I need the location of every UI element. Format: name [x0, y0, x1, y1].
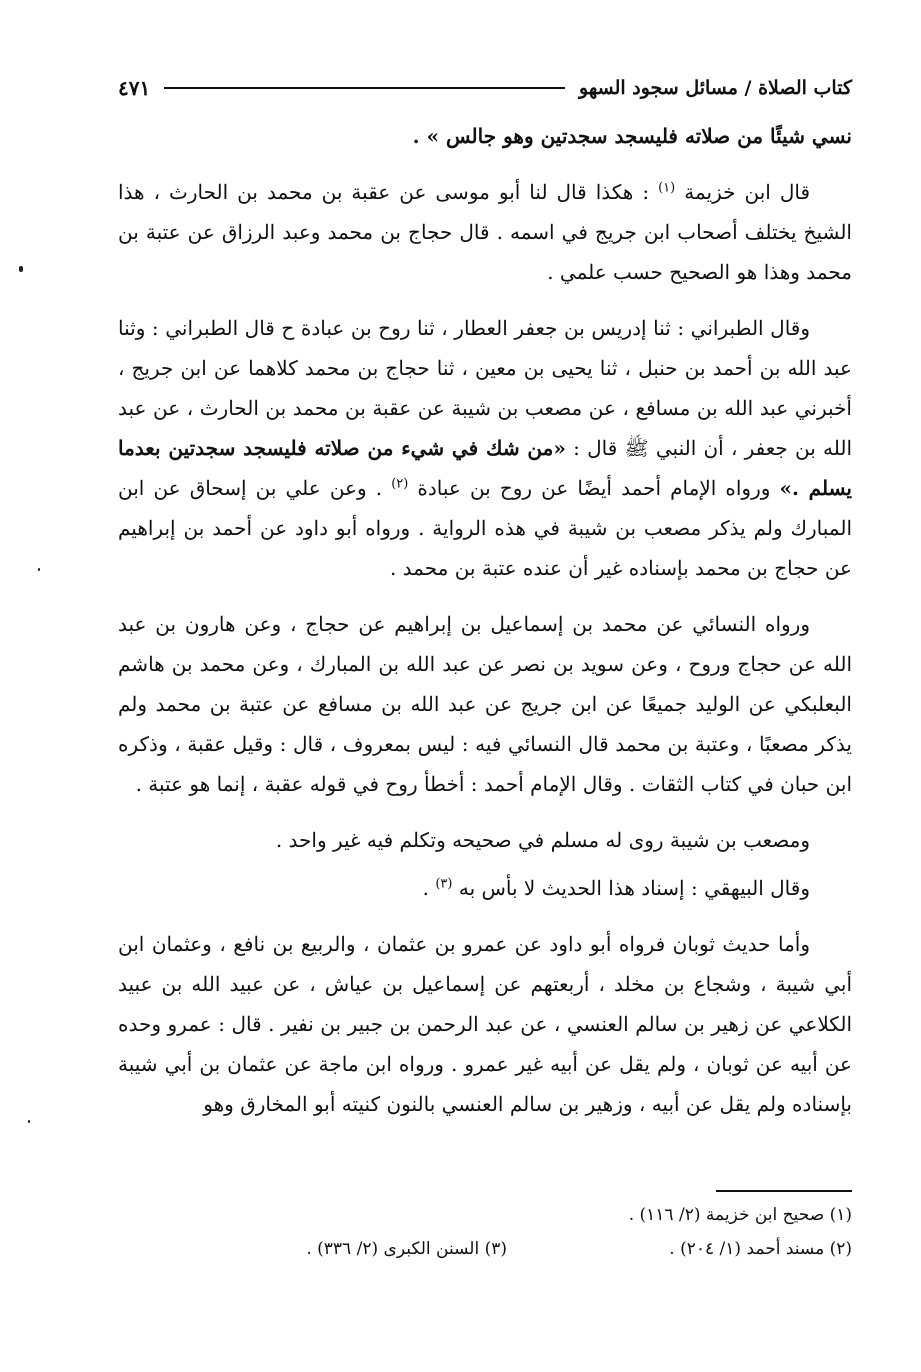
main-text [118, 116, 852, 1140]
paragraph-text: ورواه النسائي عن محمد بن إسماعيل بن إبراهيم عن حجاج ، وعن هارون بن عبد الله عن حجاج وروح ، وعن سويد بن نصر عن عبد الله بن المبارك ، وعن محمد بن هاشم البعلبكي عن الوليد جميعًا عن ابن جريج عن عبد الله بن مسافع عن عتبة بن محمد ولم يذكر مصعبًا ، وعتبة بن محمد قال النسائي فيه : ليس بمعروف ، قال : وقيل عقبة ، وذكره ابن حبان في كتاب الثقات . وقال الإمام أحمد : أخطأ روح في قوله عقبة ، إنما هو عتبة . [118, 612, 852, 796]
footnote-row [118, 1232, 852, 1266]
running-header [118, 70, 852, 106]
paragraph-text: ومصعب بن شيبة روى له مسلم في صحيحه وتكلم فيه غير واحد . [275, 828, 810, 852]
paragraph-tabarani [118, 308, 852, 588]
footnote-ref: (٣) [435, 876, 453, 892]
footnotes [118, 1198, 852, 1266]
footnote-3: (٣) السنن الكبرى (٢/ ٣٣٦) . [306, 1239, 507, 1259]
footnote-separator [716, 1190, 852, 1192]
paragraph-musab [118, 820, 852, 860]
paragraph-text: . وعن علي بن إسحاق عن ابن المبارك ولم يذكر مصعب بن شيبة في هذه الرواية . ورواه أبو داود عن أحمد بن إبراهيم عن حجاج بن محمد بإسناده غير أن عنده عتبة بن محمد . [118, 476, 852, 580]
footnote-1: (١) صحيح ابن خزيمة (٢/ ١١٦) . [628, 1205, 852, 1225]
paragraph-text: ورواه الإمام أحمد أيضًا عن روح بن عبادة [417, 476, 771, 500]
paragraph-continuation [118, 116, 852, 156]
paragraph-bayhaqi [118, 868, 852, 908]
footnote-ref: (٢) [391, 476, 409, 492]
paragraph-text: قال ابن خزيمة [684, 180, 811, 204]
footnote-2: (٢) مسند أحمد (١/ ٢٠٤) . [669, 1239, 852, 1259]
footnote-ref: (١) [658, 180, 676, 196]
paragraph-nasai [118, 604, 852, 804]
footnote-row [118, 1198, 852, 1232]
page-number: ٤٧١ [118, 76, 151, 100]
paragraph-text: : هكذا قال لنا أبو موسى عن عقبة بن محمد بن الحارث ، هذا الشيخ يختلف أصحاب ابن جريج في اسمه . قال حجاج بن محمد وعبد الرزاق عن عتبة بن محمد وهذا هو الصحيح حسب علمي . [118, 180, 852, 284]
paragraph-ibn-khuzayma [118, 172, 852, 292]
paragraph-text: وقال البيهقي : إسناد هذا الحديث لا بأس به [458, 876, 810, 900]
paragraph-text: . [422, 876, 429, 900]
paragraph-text: وأما حديث ثوبان فرواه أبو داود عن عمرو بن عثمان ، والربيع بن نافع ، وعثمان ابن أبي شيبة ، وشجاع بن مخلد ، أربعتهم عن إسماعيل بن عياش ، عن عبيد الله بن عبيد الكلاعي عن زهير بن سالم العنسي ، عن عبد الرحمن بن جبير بن نفير . قال : عمرو وحده عن أبيه عن ثوبان ، ولم يقل عن أبيه غير عمرو . ورواه ابن ماجة عن عثمان بن أبي شيبة بإسناده ولم يقل عن أبيه ، وزهير بن سالم العنسي بالنون كنيته أبو المخارق وهو [118, 932, 852, 1116]
scan-speck [38, 568, 40, 571]
paragraph-thawban [118, 924, 852, 1124]
scan-speck [19, 266, 23, 272]
hadith-quote: «من شك في شيء من صلاته فليسجد سجدتين بعدما يسلم .» [118, 436, 853, 500]
paragraph-text: وقال الطبراني : ثنا إدريس بن جعفر العطار ، ثنا روح بن عبادة ح قال الطبراني : وثنا عبد الله بن أحمد بن حنبل ، ثنا يحيى بن معين ، ثنا حجاج بن محمد كلاهما عن ابن جريج ، أخبرني عبد الله بن مسافع ، عن مصعب بن شيبة عن عقبة بن محمد بن الحارث ، عن عبد الله بن جعفر ، أن النبي ﷺ قال : [118, 316, 853, 460]
scan-speck [28, 1120, 30, 1123]
paragraph-text: نسي شيئًا من صلاته فليسجد سجدتين وهو جالس » . [412, 124, 852, 148]
chapter-title: كتاب الصلاة / مسائل سجود السهو [579, 77, 852, 99]
header-rule [164, 87, 565, 89]
